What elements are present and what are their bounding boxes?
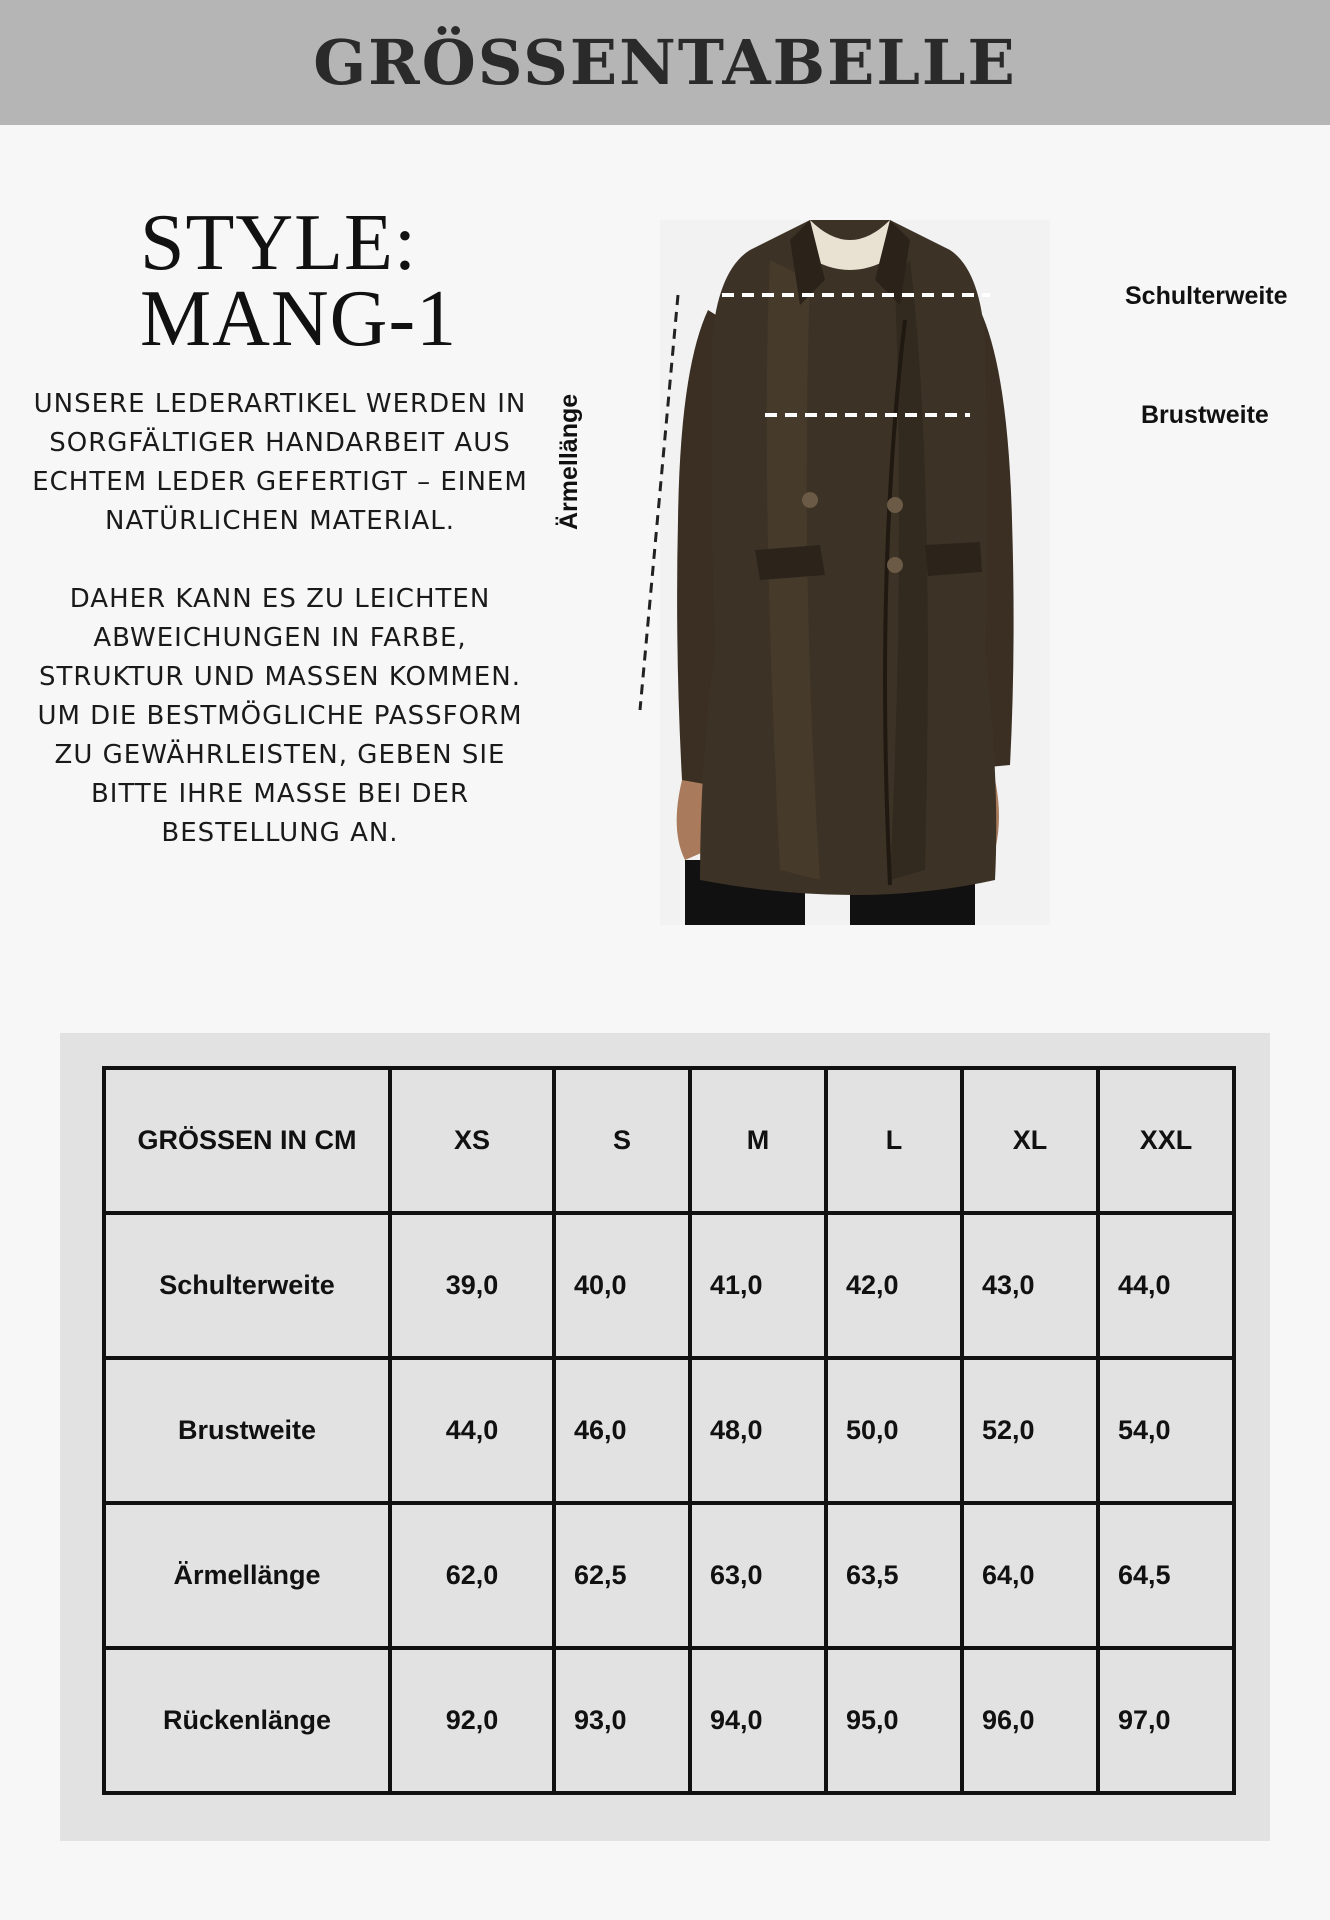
table-cell: 42,0: [826, 1213, 962, 1358]
table-cell: 63,0: [690, 1503, 826, 1648]
table-cell: 46,0: [554, 1358, 690, 1503]
table-cell: 54,0: [1098, 1358, 1234, 1503]
table-cell: 94,0: [690, 1648, 826, 1793]
page-title: GRÖSSENTABELLE: [313, 26, 1017, 99]
intro-text: [20, 385, 540, 892]
intro-paragraph-2: DAHER KANN ES ZU LEICHTEN ABWEICHUNGEN IN FARBE, STRUKTUR UND MASSEN KOMMEN. UM DIE BESTMÖGLICHE PASSFORM ZU GEWÄHRLEISTEN, GEBEN SIE BITTE IHRE MASSE BEI DER BESTELLUNG AN.: [37, 584, 523, 848]
table-cell: 62,5: [554, 1503, 690, 1648]
size-table-panel: [60, 1033, 1270, 1841]
sleeve-length-line: [630, 290, 680, 720]
table-row: [104, 1648, 1234, 1793]
header-cell-xxl: XXL: [1098, 1068, 1234, 1213]
intro-paragraph-1: UNSERE LEDERARTIKEL WERDEN IN SORGFÄLTIGER HANDARBEIT AUS ECHTEM LEDER GEFERTIGT – EINEM NATÜRLICHEN MATERIAL.: [32, 389, 528, 536]
table-cell: 63,5: [826, 1503, 962, 1648]
table-cell: 41,0: [690, 1213, 826, 1358]
header-cell-sizes: GRÖSSEN IN CM: [104, 1068, 390, 1213]
table-cell: 40,0: [554, 1213, 690, 1358]
coat-image: [660, 220, 1050, 925]
header-cell-xl: XL: [962, 1068, 1098, 1213]
table-cell: 93,0: [554, 1648, 690, 1793]
table-cell: 39,0: [390, 1213, 554, 1358]
table-cell: 97,0: [1098, 1648, 1234, 1793]
row-label: Ärmellänge: [104, 1503, 390, 1648]
header-bar: [0, 0, 1330, 125]
style-line-1: STYLE:: [140, 199, 418, 287]
chest-width-label: Brustweite: [1141, 401, 1269, 429]
table-cell: 64,0: [962, 1503, 1098, 1648]
table-row: [104, 1213, 1234, 1358]
style-line-2: MANG-1: [140, 275, 458, 363]
style-title: [140, 199, 458, 363]
table-cell: 95,0: [826, 1648, 962, 1793]
size-table: [102, 1066, 1236, 1795]
table-row: [104, 1503, 1234, 1648]
table-cell: 48,0: [690, 1358, 826, 1503]
sleeve-length-label: Ärmellänge: [555, 393, 583, 530]
header-cell-xs: XS: [390, 1068, 554, 1213]
table-cell: 44,0: [390, 1358, 554, 1503]
table-cell: 50,0: [826, 1358, 962, 1503]
row-label: Brustweite: [104, 1358, 390, 1503]
row-label: Schulterweite: [104, 1213, 390, 1358]
header-cell-m: M: [690, 1068, 826, 1213]
header-cell-l: L: [826, 1068, 962, 1213]
table-cell: 92,0: [390, 1648, 554, 1793]
table-row: [104, 1358, 1234, 1503]
table-cell: 64,5: [1098, 1503, 1234, 1648]
table-cell: 96,0: [962, 1648, 1098, 1793]
table-cell: 44,0: [1098, 1213, 1234, 1358]
table-cell: 43,0: [962, 1213, 1098, 1358]
header-cell-s: S: [554, 1068, 690, 1213]
table-cell: 52,0: [962, 1358, 1098, 1503]
shoulder-width-label: Schulterweite: [1125, 282, 1288, 310]
table-header-row: [104, 1068, 1234, 1213]
table-cell: 62,0: [390, 1503, 554, 1648]
row-label: Rückenlänge: [104, 1648, 390, 1793]
